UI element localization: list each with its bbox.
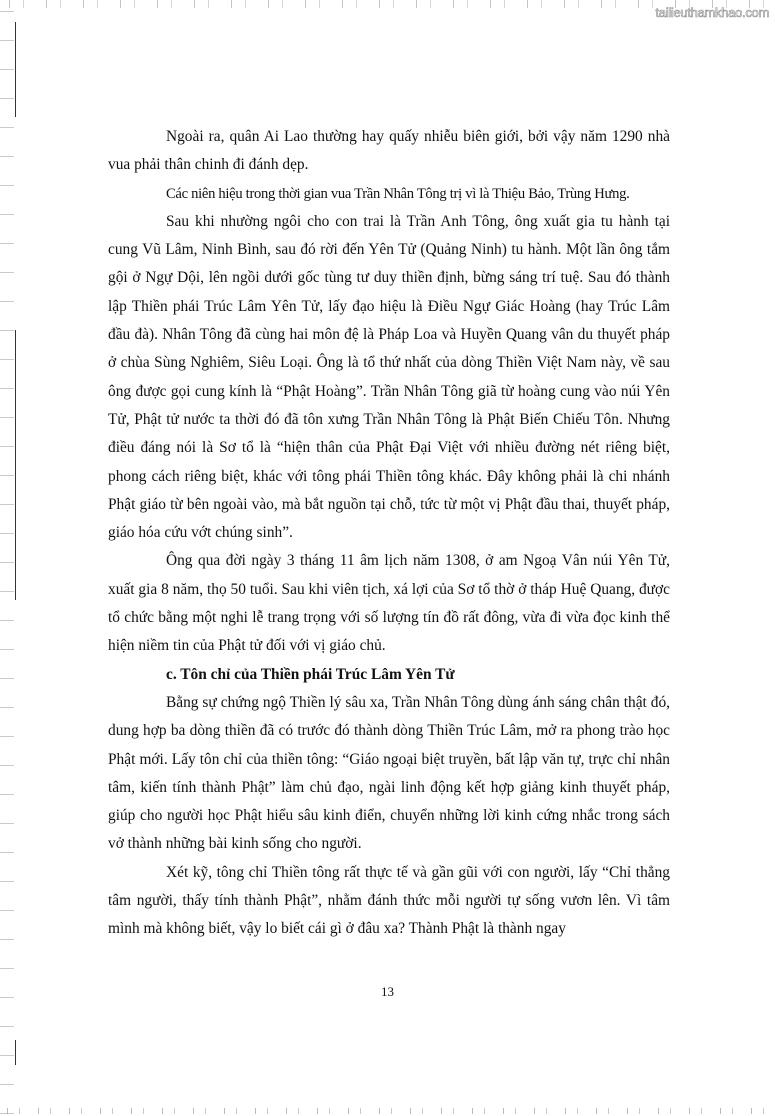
section-heading: c. Tôn chỉ của Thiền phái Trúc Lâm Yên Tử [166,665,455,683]
paragraph: Ông qua đời ngày 3 tháng 11 âm lịch năm 1308, ở am Ngoạ Vân núi Yên Tử, xuất gia 8 năm, thọ 50 tuổi. Sau khi viên tịch, xá lợi của Sơ tổ thờ ở tháp Huệ Quang, được tổ chức bằng một nghi lễ trang trọng với số lượng tín đồ rất đông, vừa đi vừa đọc kinh thể hiện niềm tin của Phật tử đối với vị giáo chủ. [108,552,670,655]
paragraph: Bằng sự chứng ngộ Thiền lý sâu xa, Trần Nhân Tông dùng ánh sáng chân thật đó, dung hợp ba dòng thiền đã có trước đó thành dòng Thiền Trúc Lâm, mở ra phong trào học Phật mới. Lấy tôn chỉ của thiền tông: “Giáo ngoại biệt truyền, bất lập văn tự, trực chỉ nhân tâm, kiến tính thành Phật” làm chủ đạo, ngài linh động kết hợp giảng kinh thuyết pháp, giúp cho người học Phật hiểu sâu kinh điển, chuyển những lời kinh cứng nhắc trong sách vở thành những bài kinh sống cho người. [108,693,670,853]
scan-edge-line [15,1040,16,1065]
page-number: 13 [381,984,394,999]
scan-noise-bottom [0,1108,775,1114]
scan-noise-left [0,0,14,1116]
paragraph: Ngoài ra, quân Ai Lao thường hay quấy nhiễu biên giới, bởi vậy năm 1290 nhà vua phải thân chinh đi đánh dẹp. [108,128,670,174]
scan-edge-line [15,330,16,600]
paragraph: Các niên hiệu trong thời gian vua Trần Nhân Tông trị vì là Thiệu Bảo, Trùng Hưng. [166,185,630,202]
watermark: tailieuthamkhao.com [655,5,769,20]
paragraph: Xét kỹ, tông chỉ Thiền tông rất thực tế và gần gũi với con người, lấy “Chỉ thẳng tâm người, thấy tính thành Phật”, nhằm đánh thức mỗi người tự sống vươn lên. Vì tâm mình mà không biết, vậy lo biết cái gì ở đâu xa? Thành Phật là thành ngay [108,863,670,938]
paragraph: Sau khi nhường ngôi cho con trai là Trần Anh Tông, ông xuất gia tu hành tại cung Vũ Lâm, Ninh Bình, sau đó rời đến Yên Tử (Quảng Ninh) tu hành. Một lần ông tắm gội ở Ngự Dội, lên ngồi dưới gốc tùng tư duy thiền định, bừng sáng trí tuệ. Sau đó thành lập Thiền phái Trúc Lâm Yên Tử, lấy đạo hiệu là Điều Ngự Giác Hoàng (hay Trúc Lâm đầu đà). Nhân Tông đã cùng hai môn đệ là Pháp Loa và Huyền Quang vân du thuyết pháp ở chùa Sùng Nghiêm, Siêu Loại. Ông là tổ thứ nhất của dòng Thiền Việt Nam này, về sau ông được gọi cung kính là “Phật Hoàng”. Trần Nhân Tông giã từ hoàng cung vào núi Yên Tử, Phật tử nước ta thời đó đã tôn xưng Trần Nhân Tông là Phật Biến Chiếu Tôn. Nhưng điều đáng nói là Sơ tổ là “hiện thân của Phật Đại Việt với nhiều đường nét riêng biệt, phong cách riêng biệt, khác với tông phái Thiền tông khác. Đây không phải là chi nhánh Phật giáo từ bên ngoài vào, mà bắt nguồn tại chỗ, tức từ một vị Phật đầu thai, thuyết pháp, giáo hóa cứu vớt chúng sinh”. [108,212,670,542]
scan-edge-line [15,22,16,117]
document-page [108,123,670,944]
